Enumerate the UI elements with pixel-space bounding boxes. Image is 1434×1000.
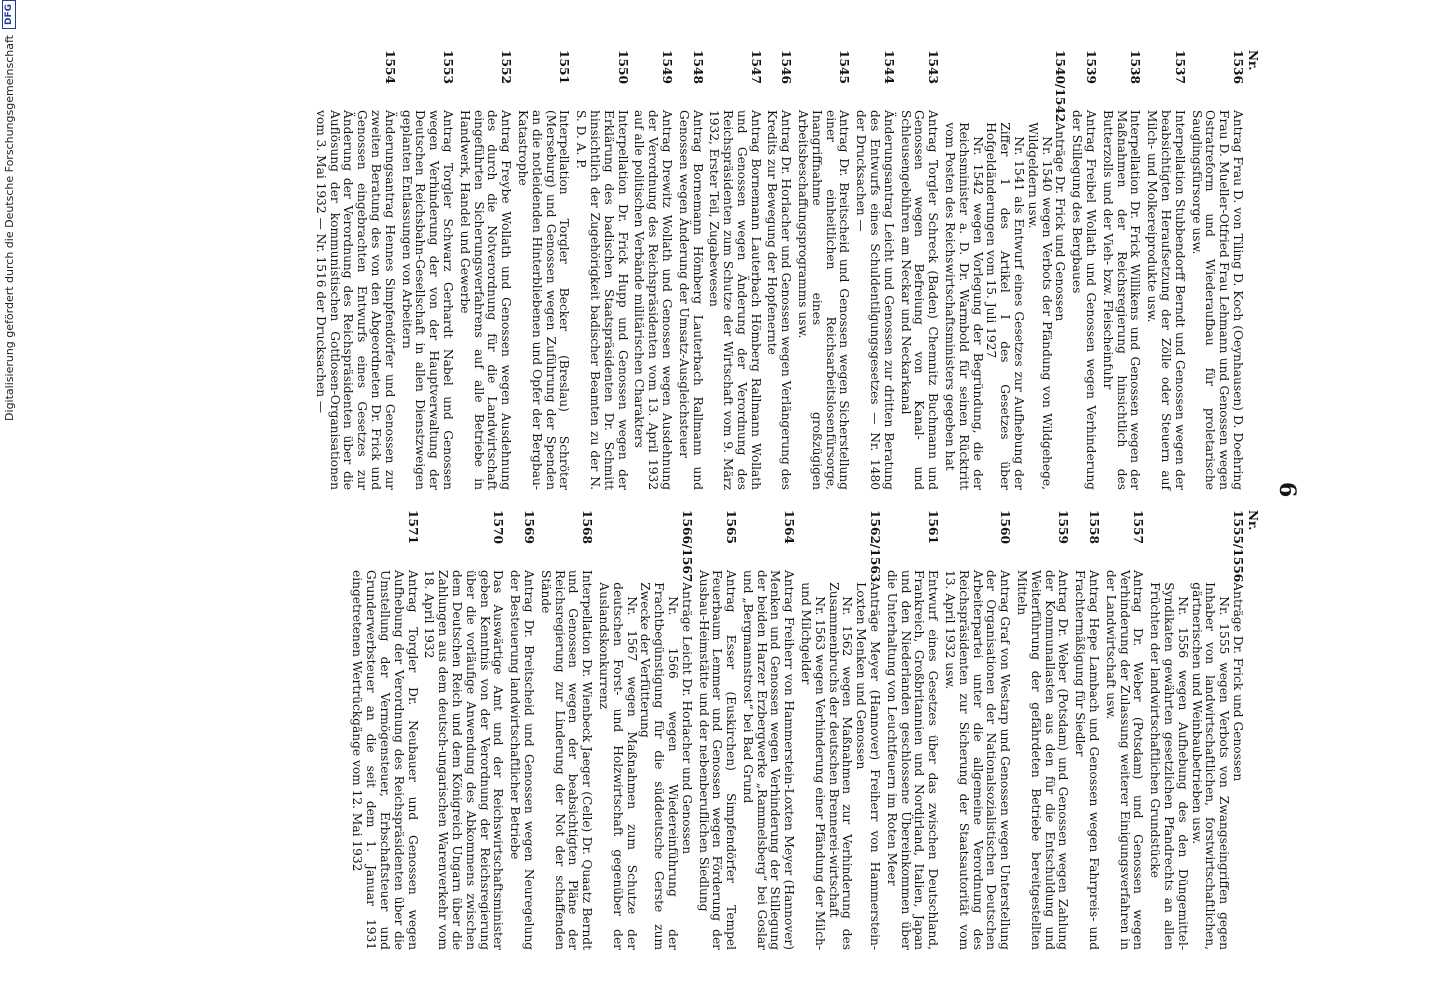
entry-subitem: Nr. 1562 wegen Maßnahmen zur Verhinderung des Zusammenbruchs der deutschen Brennerei-wirtschaft [826,582,855,950]
entry-text: Antrag Freybe Wollath und Genossen wegen Ausdehnung des durch die Notverordnung für die Landwirtschaft eingeführten Sicherungsverfahrens auf alle Betriebe in Handwerk, Handel und Gewerbe [457,110,514,490]
entry-number: 1539 [1084,50,1099,84]
entry-number: 1538 [1128,50,1143,84]
entry-text: Anträge Dr. Frick und Genossen [1231,582,1245,782]
entry-text: Antrag Bornemann Lauterbach Hömberg Rallmann Wollath und Genossen wegen Änderung der Verordnung des Reichspräsidenten zum Schutze der Wirtschaft vom 9. März 1932, Erster Teil, Zugabewesen [707,110,763,490]
entry-text: Interpellation Stubbendorff Berndt und Genossen wegen der beabsichtigten Heraufsetzung der Zölle oder Steuern auf Milch- und Molkereiprodukte usw. [1145,110,1187,490]
entry-text-block [399,110,454,490]
document-entry [1100,50,1141,490]
document-entry [853,50,894,490]
entry-subitem: Nr. 1540 wegen Verbots der Pfändung von Wildgehege, Wildgeldern usw. [1025,122,1054,490]
entry-number: 1558 [1087,510,1102,544]
entry-text-block [1100,110,1141,490]
document-entry [399,50,454,490]
entry-number: 1543 [926,50,941,84]
entry-number: 1569 [521,510,536,544]
entry-text: Interpellation Dr. Frick Willikens und Genossen wegen der Maßnahmen der Reichsregierung hinsichtlich des Butterzolls und der Vieh- bzw. Fleischeinfuhr [1100,110,1143,490]
document-entry [898,50,939,490]
entry-number: 1546 [779,50,794,84]
entry-text-block [313,110,396,490]
entry-text-block [1103,570,1144,950]
entry-text-block [942,122,1066,490]
document-entry [632,50,673,490]
entry-text: Entwurf eines Gesetzes über das zwischen Deutschland, Frankreich, Großbritannien und Nordirland, Italien, Japan und den Niederlanden geschlossene Übereinkommen über die Unterhaltung von Leuchtfeuern im Roten Meer [884,570,941,950]
column-header: Nr. [1246,50,1260,71]
entry-text: Interpellation Dr. Wienbeck Jaeger (Celle) Dr. Quaatz Berndt und Genossen wegen der beabsichtigten Pläne der Reichsregierung zur Linderung der Not der schaffenden Stände [538,570,595,950]
entry-text-block [1147,582,1244,950]
entry-number: 1553 [440,50,455,84]
entry-number: 1559 [1056,510,1071,544]
right-column [347,510,1260,950]
entry-text: Antrag Bornemann Hömberg Lauterbach Rallmann und Genossen wegen Änderung der Umsatz-Ausgleichsteuer [676,110,705,490]
entry-text-block [898,110,939,490]
page-number: 6 [1274,482,1300,498]
entry-text-block [884,570,939,950]
document-entry [596,510,693,950]
document-entry [313,50,396,490]
entry-number: 1560 [998,510,1013,544]
entry-subitem: Nr. 1567 wegen Maßnahmen zum Schutze der deutschen Forst- und Holzwirtschaft gegenüber der Auslandskonkurrenz [596,582,639,950]
document-entry [765,50,793,490]
entry-number: 1537 [1172,50,1187,84]
entry-text-block [1014,570,1069,950]
entry-subitem: Nr. 1542 wegen Vorlegung der Begründung, die der Reichsminister a. D. Dr. Warmbold für seinen Rücktritt vom Posten des Reichswirtschaftsministers gegeben hat [943,122,985,490]
entry-text-block [538,570,593,950]
left-column [310,50,1260,490]
document-entry [942,510,1011,950]
document-entry [1072,510,1100,950]
entry-text-block [798,582,881,950]
entry-text-block [707,110,762,490]
entry-text-block [515,110,570,490]
entry-text-block [573,110,628,490]
entry-number: 1562/1563 [868,510,883,583]
entry-text: Das Auswärtige Amt und der Reichswirtschaftsminister geben Kenntnis von der Verordnung der Reichsregierung über die vorläufige Anwendung des Abkommens zwischen dem Deutschen Reich und dem Königreich Ungarn über die Zahlungen aus dem deutsch-ungarischen Warenverkehr vom 18. April 1932 [422,570,506,950]
entry-number: 1564 [782,510,797,544]
entry-text: Antrag Torgler Dr. Neubauer und Genossen wegen Aufhebung der Verordnung des Reichspräsidenten über die Umstellung der Vermögensteuer, Erbschaftsteuer und Grunderwerbsteuer an die seit dem 1. Januar 1931 eingetretenen Wertrückgänge vom 12. Mai 1932 [350,570,420,950]
document-entry [457,50,512,490]
document-entry [795,50,850,490]
entry-number: 1551 [557,50,572,84]
document-entry [1014,510,1069,950]
document-entry [573,50,628,490]
document-entry [515,50,570,490]
entry-text: Änderungsantrag Leicht und Genossen zur dritten Beratung des Entwurfs eines Schuldentilgungsgesetzes — Nr. 1480 der Drucksachen — [854,110,896,490]
entry-subitem: Nr. 1556 wegen Aufhebung des den Düngemittel-Syndikaten gewährten gesetzlichen Pfandrechts an allen Früchten der landwirtschaftlichen Grundstücke [1148,582,1190,950]
entry-text-block [596,582,693,950]
document-entry [507,510,535,950]
entry-number: 1568 [580,510,595,544]
entry-number: 1548 [690,50,705,84]
entry-text: Interpellation Torgler Becker (Breslau) Schröter (Merseburg) und Genossen wegen Zuführung der Spenden an die notleidenden Hinterbliebenen und Opfer der Bergbau-Katastrophe [515,110,572,490]
document-entry [1103,510,1144,950]
entry-text-block [1144,110,1185,490]
entry-text: Antrag Torgler Schwarz Gerhardt Nabel und Genossen wegen Verhinderung der von der Hauptverwaltung der Deutschen Reichsbahn-Gesellschaft in allen Dienstzweigen geplanten Entlassungen von Arbeitern [399,110,455,490]
document-entry [798,510,881,950]
rotated-page [0,30,1300,970]
digitization-footer [0,0,18,1000]
entry-text-block [350,570,419,950]
entry-text-block [696,570,737,950]
entry-text-block [457,110,512,490]
entry-text-block [1072,570,1100,950]
footer-text: Digitalisierung gefördert durch die Deutsche Forschungsgemeinschaft [2,35,16,421]
entry-number: 1554 [382,50,397,84]
entry-text: Antrag Dr. Breitscheid und Genossen wegen Sicherstellung einer einheitlichen Reichsarbeitslosenfürsorge, Inangriffnahme eines großzügigen Arbeitsbeschaffungsprogramms usw. [796,110,852,490]
entry-text: Antrag Dr. Weber (Potsdam) und Genossen wegen Zahlung der Kommunallasten aus den für die Entschuldung und Weiterführung der gefährdeten Betriebe bereitgestellten Mitteln [1015,570,1071,950]
entry-text-block [942,570,1011,950]
entry-number: 1565 [724,510,739,544]
entry-number: 1552 [499,50,514,84]
document-entry [1144,50,1185,490]
column-header: Nr. [1246,510,1260,531]
document-entry [676,50,704,490]
entry-text: Antrag Freibel Wollath und Genossen wegen Verhinderung der Stillegung des Bergbaues [1070,110,1099,490]
entry-text-block [632,110,673,490]
document-entry [350,510,419,950]
entry-text: Antrag Dr. Horlacher und Genossen wegen Verlängerung des Kredits zur Bewegung der Hopfenernte [765,110,794,490]
entry-number: 1555/1556 [1231,510,1245,583]
entry-subitem: Nr. 1566 wegen Wiedereinführung der Frachtbegünstigung für die süddeutsche Gerste zum Zwecke der Verfütterung [638,582,680,950]
entry-number: 1570 [491,510,506,544]
entry-text-block [740,570,795,950]
dfg-logo: DFG [2,0,16,29]
entry-text: Anträge Leicht Dr. Horlacher und Genossen [679,582,694,855]
entry-number: 1540/1542 [1053,50,1068,123]
entry-text: Antrag Dr. Breitscheid und Genossen wegen Neuregelung der Besteuerung landwirtschaftlicher Betriebe [508,570,536,950]
entry-text: Antrag Esser (Euskirchen) Simpfendörfer Tempel Feuerbaum Lemmer und Genossen wegen Förderung der Ausbau-Heimstätte und der nebenberuflichen Siedlung [696,570,739,950]
entry-text-block [1189,110,1244,490]
entry-subitem: Nr. 1541 als Entwurf eines Gesetzes zur Aufhebung der Ziffer 1 des Artikel I des Gesetzes über Hofgeldänderungen vom 15. Juli 1927 [984,122,1027,490]
entry-subitem: Nr. 1555 wegen Verbots von Zwangseingriffen gegen Inhaber von landwirtschaftlichen, forstwirtschaftlichen, gärtnerischen und Weinbaubetrieben usw. [1189,582,1232,950]
entry-text: Antrag Freiherr von Hammerstein-Loxten Meyer (Hannover) Menken und Genossen wegen Verhinderung der Stillegung der beiden Harzer Erzbergwerke „Rammelsberg“ bei Goslar und „Bergmannstrost“ bei Bad Grund [740,570,797,950]
document-entry [1069,50,1097,490]
document-entry [422,510,505,950]
document-entry [884,510,939,950]
entry-text: Anträge Meyer (Hannover) Freiherr von Hammerstein-Loxten Menken und Genossen [854,582,883,950]
entry-number: 1536 [1231,50,1245,84]
entry-number: 1544 [881,50,896,84]
document-entry [538,510,593,950]
entry-subitem: Nr. 1563 wegen Verhinderung einer Pfändung der Milch- und Milchgelder [799,582,827,950]
entry-text: Antrag Graf von Westarp und Genossen wegen Unterstellung der Organisationen der Nationalsozialistischen Deutschen Arbeiterpartei unter die allgemeine Verordnung des Reichspräsidenten zur Sicherung der Staatsautorität vom 13. April 1932 usw. [943,570,1013,950]
entry-text: Antrag Drewitz Wollath und Genossen wegen Ausdehnung der Verordnung des Reichspräsidenten vom 13. April 1932 auf alle politischen Verbände militärischen Charakters [632,110,674,490]
document-entry [696,510,737,950]
entry-text-block [853,110,894,490]
entry-text-block [1069,110,1097,490]
entry-text: Anträge Dr. Frick und Genossen [1053,122,1068,322]
entry-text-block [676,110,704,490]
entry-number: 1566/1567 [679,510,694,583]
entry-text: Interpellation Dr. Frick Hupp und Genossen wegen der Erklärung des badischen Staatspräsidenten Dr. Schmitt hinsichtlich der Zugehörigkeit badischer Beamten zu der N. S. D. A. P. [574,110,630,490]
entry-text: Antrag Hepe Lambach und Genossen wegen Fahrpreis- und Frachtermäßigung für Siedler [1073,570,1102,950]
entry-text: Änderungsantrag Hennes Simpfendörfer und Genossen zur zweiten Beratung des von den Abgeordneten Dr. Frick und Genossen eingebrachten Entwurfs eines Gesetzes zur Änderung der Verordnung des Reichspräsidenten über die Auflösung der kommunistischen Gottlosen-Organisationen vom 3. Mai 1932 — Nr. 1516 der Drucksachen — [313,110,397,490]
entry-number: 1547 [748,50,763,84]
document-entry [942,50,1066,490]
document-entry [707,50,762,490]
document-entry [1147,510,1244,950]
entry-number: 1571 [405,510,420,544]
entry-text-block [765,110,793,490]
entry-number: 1561 [926,510,941,544]
entry-text-block [422,570,505,950]
entry-text: Antrag Torgler Schreck (Baden) Chemnitz Buchmann und Genossen wegen Befreiung von Kanal- und Schleusengebühren am Neckar und Neckarkanal [898,110,941,490]
entry-text-block [507,570,535,950]
entry-number: 1549 [659,50,674,84]
document-entry [1189,50,1244,490]
entry-number: 1557 [1131,510,1146,544]
entry-number: 1550 [615,50,630,84]
document-entry [740,510,795,950]
entry-text: Antrag Frau D. von Tiling D. Koch (Oeynhausen) D. Doehring Frau D. Mueller-Otfried Frau Lehmann und Genossen wegen Ostratreform und Wiederaufbau für proletarische Sauglingsfürsorge usw. [1189,110,1245,490]
entry-text: Antrag Dr. Weber (Potsdam) und Genossen wegen Verhinderung der Zulassung weiterer Einigungsverfahren in der Landwirtschaft usw. [1103,570,1146,950]
entry-number: 1545 [837,50,852,84]
entry-text-block [795,110,850,490]
